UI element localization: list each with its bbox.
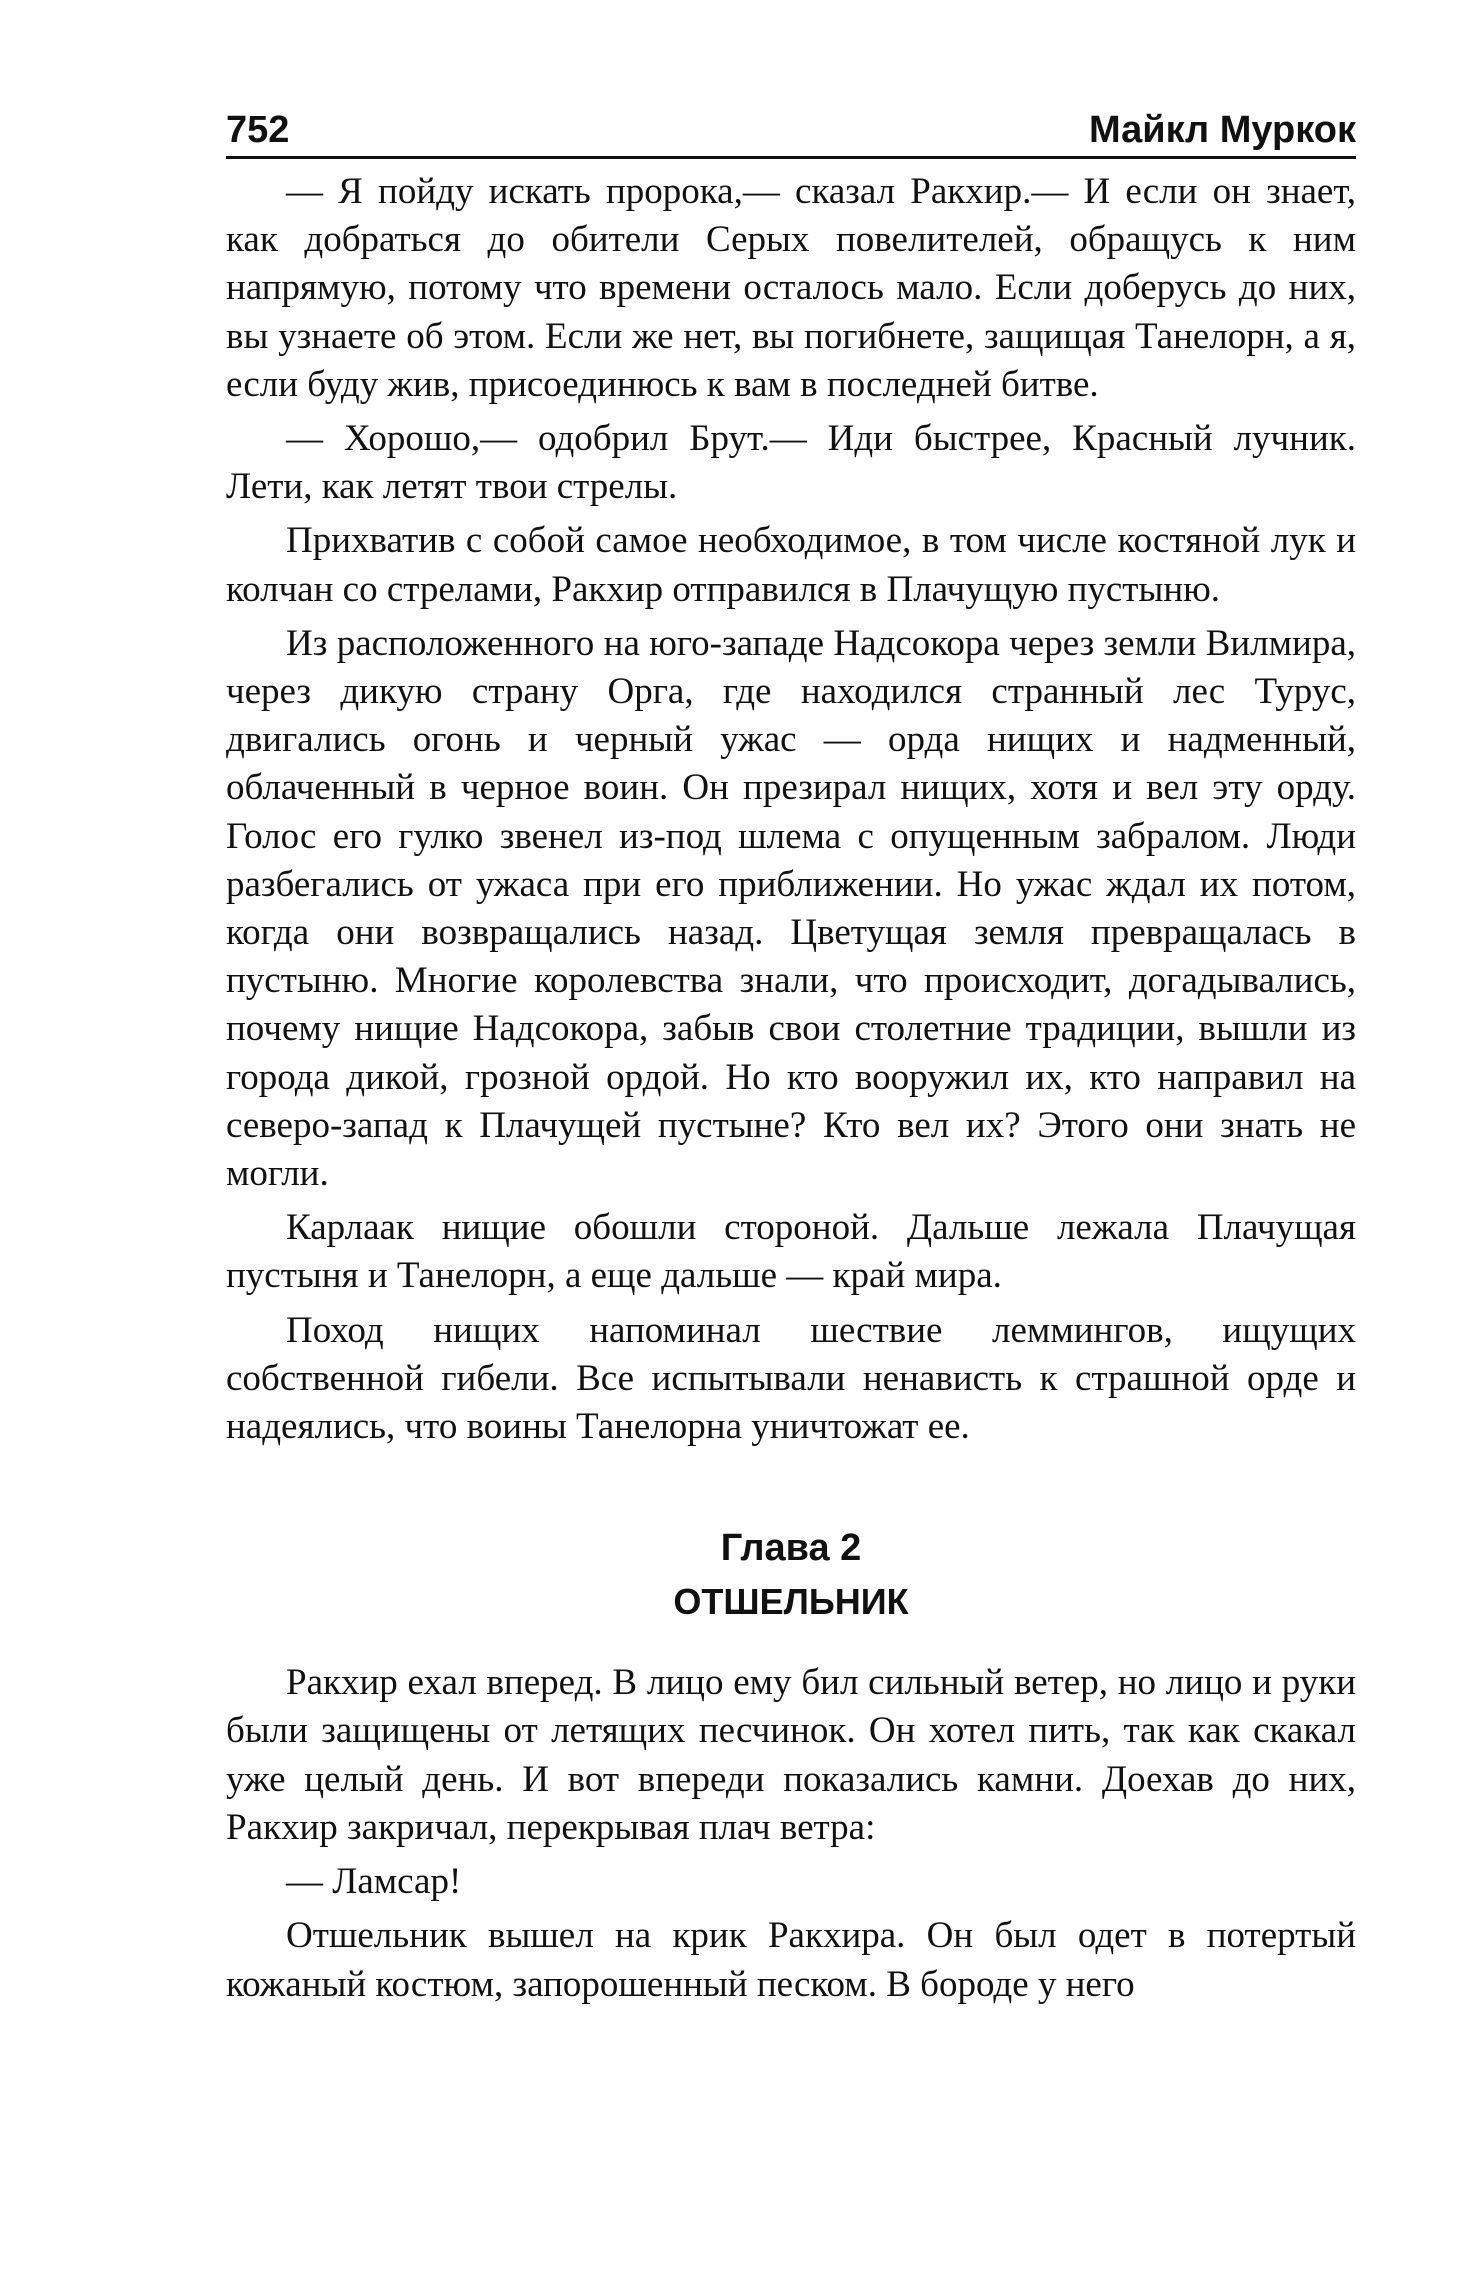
paragraph: Карлаак нищие обошли стороной. Дальше лежала Плачущая пустыня и Танелорн, а еще дальше — край мира. xyxy=(226,1207,1356,1297)
paragraph: Ракхир ехал вперед. В лицо ему бил сильный ветер, но лицо и руки были защищены от летящих песчинок. Он хотел пить, так как скакал уже целый день. И вот впереди показались камни. Доехав до них, Ракхир закричал, перекрывая плач ветра: xyxy=(226,1662,1356,1848)
paragraph: — Хорошо,— одобрил Брут.— Иди быстрее, Красный лучник. Лети, как летят твои стрелы. xyxy=(226,418,1356,508)
paragraph: Отшельник вышел на крик Ракхира. Он был одет в потертый кожаный костюм, запорошенный песком. В бороде у него xyxy=(226,1915,1356,2005)
running-head-author: Майкл Муркок xyxy=(1088,109,1356,151)
chapter-title: ОТШЕЛЬНИК xyxy=(673,1581,909,1623)
page-header xyxy=(226,100,1356,159)
body-text xyxy=(226,168,1356,2015)
chapter-number: Глава 2 xyxy=(720,1527,862,1570)
paragraph: Поход нищих напоминал шествие леммингов, ищущих собственной гибели. Все испытывали ненависть к страшной орде и надеялись, что воины Танелорна уничтожат ее. xyxy=(226,1309,1356,1448)
paragraph: — Ламсар! xyxy=(286,1861,462,1903)
paragraph: — Я пойду искать пророка,— сказал Ракхир.— И если он знает, как добраться до обители Серых повелителей, обращусь к ним напрямую, потому что времени осталось мало. Если доберусь до них, вы узнаете об этом. Если же нет, вы погибнете, защищая Танелорн, а я, если буду жив, присоединюсь к вам в последней битве. xyxy=(226,171,1356,405)
page-number: 752 xyxy=(226,109,290,151)
paragraph: Из расположенного на юго-западе Надсокора через земли Вилмира, через дикую страну Орга, где находился странный лес Турус, двигались огонь и черный ужас — орда нищих и надменный, облаченный в черное воин. Он презирал нищих, хотя и вел эту орду. Голос его гулко звенел из-под шлема с опущенным забралом. Люди разбегались от ужаса при его приближении. Но ужас ждал их потом, когда они возвращались назад. Цветущая земля превращалась в пустыню. Многие королевства знали, что происходит, догадывались, почему нищие Надсокора, забыв свои столетние традиции, вышли из города дикой, грозной ордой. Но кто вооружил их, кто направил на северо-запад к Плачущей пустыне? Кто вел их? Этого они знать не могли. xyxy=(226,622,1356,1195)
paragraph: Прихватив с собой самое необходимое, в том числе костяной лук и колчан со стрелами, Ракхир отправился в Плачущую пустыню. xyxy=(226,520,1356,610)
